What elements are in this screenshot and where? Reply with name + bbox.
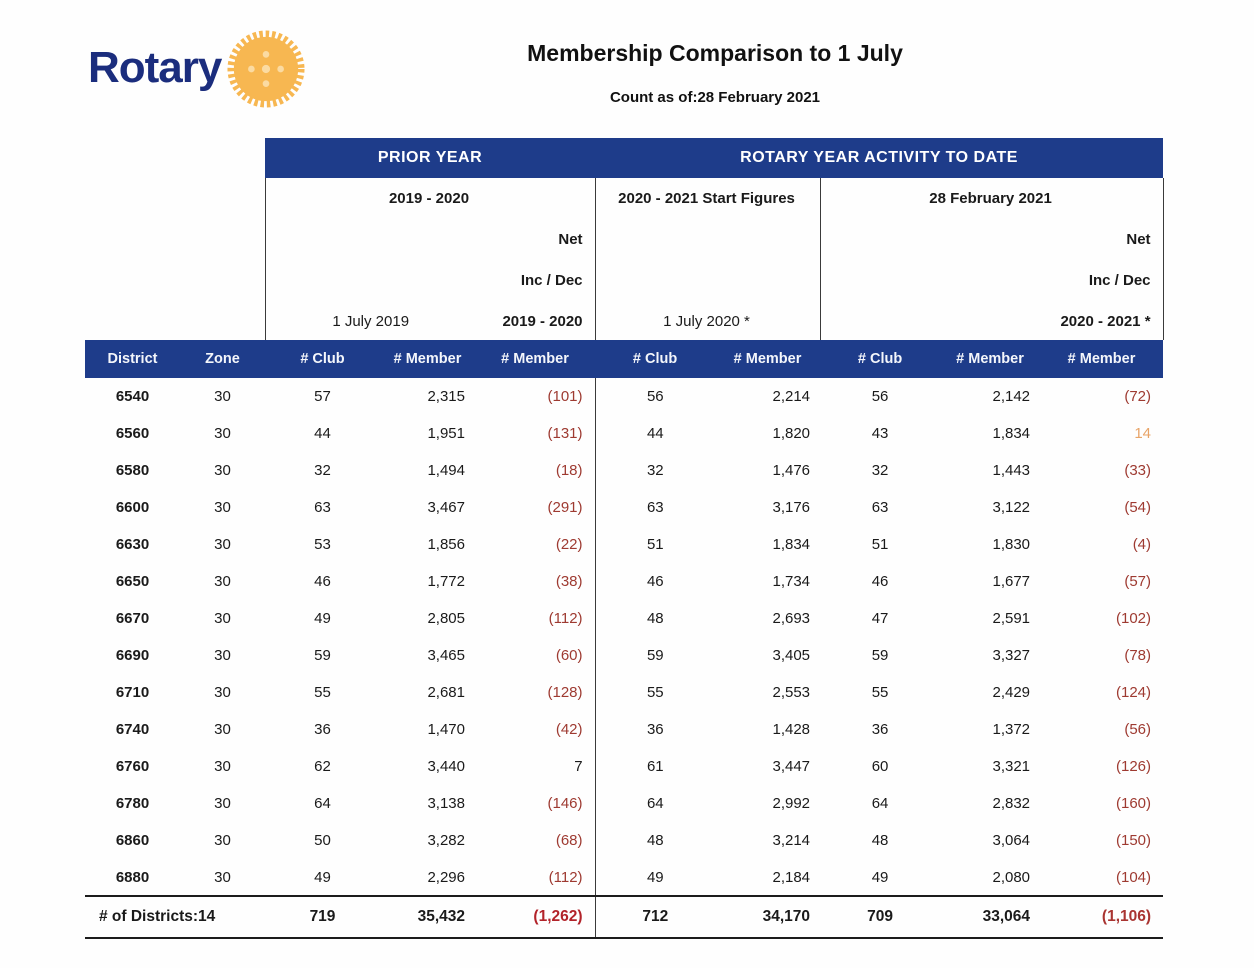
cell-py-club: 63 [314, 499, 331, 516]
cell-py-member: 3,467 [427, 499, 465, 516]
cell-start-member: 2,214 [772, 388, 811, 405]
cell-zone: 30 [214, 462, 231, 479]
cell-cur-net: (102) [1116, 610, 1152, 627]
cell-py-club: 36 [314, 721, 331, 738]
cell-cur-club: 59 [871, 647, 889, 664]
totals-start-club: 712 [595, 896, 715, 938]
cell-py-club: 44 [314, 425, 331, 442]
cell-district: 6540 [115, 388, 150, 405]
cell-start-member: 2,992 [772, 795, 811, 812]
cell-start-club: 59 [595, 637, 715, 674]
cell-district: 6710 [115, 684, 150, 701]
cell-py-club: 55 [314, 684, 331, 701]
title-block [455, 40, 975, 106]
cell-py-net: (68) [555, 832, 583, 849]
current-incdec-label: Inc / Dec [1088, 272, 1151, 289]
totals-cur-member: 33,064 [940, 896, 1040, 938]
cell-start-club: 56 [595, 378, 715, 415]
band-spacer [85, 138, 265, 178]
cell-cur-net: (4) [1132, 536, 1152, 553]
cell-py-member: 3,465 [427, 647, 465, 664]
start-period-label: 2020 - 2021 Start Figures [618, 190, 795, 207]
cell-py-club: 46 [314, 573, 331, 590]
cell-cur-club: 46 [871, 573, 889, 590]
section-band-row [85, 138, 1163, 178]
cell-district: 6670 [115, 610, 150, 627]
table-row [85, 711, 1163, 748]
cell-cur-member: 2,080 [992, 868, 1031, 886]
cell-start-club: 63 [595, 489, 715, 526]
cell-cur-club: 60 [871, 758, 889, 775]
cell-py-net: (112) [548, 868, 583, 886]
membership-table [85, 138, 1164, 939]
cell-cur-member: 2,832 [992, 795, 1031, 812]
table-row [85, 822, 1163, 859]
page-title: Membership Comparison to 1 July [527, 40, 903, 66]
cell-py-net: (128) [547, 684, 583, 701]
subheader-current [820, 178, 1163, 340]
cell-start-club: 46 [595, 563, 715, 600]
table-row [85, 785, 1163, 822]
cell-py-club: 62 [314, 758, 331, 775]
cell-py-member: 1,470 [427, 721, 465, 738]
cell-start-member: 1,428 [772, 721, 811, 738]
table-row [85, 452, 1163, 489]
cell-zone: 30 [214, 832, 231, 849]
cell-py-club: 64 [314, 795, 331, 812]
cell-py-member: 1,494 [427, 462, 465, 479]
prior-net-period-label: 2019 - 2020 [502, 313, 583, 330]
cell-cur-net: (56) [1124, 721, 1152, 738]
totals-py-net: (1,262) [475, 896, 595, 938]
cell-py-member: 1,951 [427, 425, 465, 442]
cell-py-net: (101) [547, 388, 583, 405]
cell-py-club: 32 [314, 462, 331, 479]
cell-district: 6860 [115, 832, 150, 849]
cell-py-net: (22) [555, 536, 583, 553]
cell-cur-net: (78) [1124, 647, 1152, 664]
col-start-club: # Club [595, 340, 715, 378]
cell-district: 6650 [115, 573, 150, 590]
cell-start-club: 61 [595, 748, 715, 785]
cell-cur-net: (33) [1124, 462, 1152, 479]
cell-py-net: (42) [555, 721, 583, 738]
cell-py-member: 3,282 [427, 832, 465, 849]
cell-start-member: 3,176 [772, 499, 811, 516]
cell-district: 6780 [115, 795, 150, 812]
cell-cur-member: 3,064 [992, 832, 1031, 849]
cell-cur-net: 14 [1134, 425, 1152, 442]
cell-cur-club: 56 [871, 388, 889, 405]
cell-cur-member: 3,122 [992, 499, 1031, 516]
cell-cur-club: 47 [871, 610, 889, 627]
rotary-wheel-icon [227, 30, 305, 108]
table-row [85, 489, 1163, 526]
cell-zone: 30 [214, 795, 231, 812]
cell-start-member: 3,447 [772, 758, 811, 775]
cell-py-net: (38) [555, 573, 583, 590]
cell-py-member: 3,440 [427, 758, 465, 775]
column-header-row [85, 340, 1163, 378]
cell-py-net: (18) [555, 462, 583, 479]
cell-zone: 30 [214, 647, 231, 664]
totals-row [85, 896, 1163, 938]
subheader-prior-year [265, 178, 595, 340]
col-cur-member: # Member [940, 340, 1040, 378]
totals-py-member: 35,432 [380, 896, 475, 938]
cell-zone: 30 [214, 684, 231, 701]
cell-cur-net: (54) [1124, 499, 1152, 516]
cell-py-club: 49 [314, 610, 331, 627]
cell-start-club: 49 [595, 859, 715, 896]
cell-cur-club: 48 [871, 832, 889, 849]
totals-label: # of Districts:14 [85, 896, 265, 938]
cell-cur-net: (160) [1116, 795, 1152, 812]
cell-start-club: 51 [595, 526, 715, 563]
cell-cur-net: (57) [1124, 573, 1152, 590]
cell-cur-net: (124) [1116, 684, 1152, 701]
cell-cur-club: 43 [871, 425, 889, 442]
cell-py-club: 57 [314, 388, 331, 405]
cell-district: 6560 [115, 425, 150, 442]
cell-start-club: 48 [595, 600, 715, 637]
cell-zone: 30 [214, 610, 231, 627]
subheader-row [85, 178, 1163, 340]
table-row [85, 378, 1163, 415]
cell-start-club: 36 [595, 711, 715, 748]
cell-start-club: 48 [595, 822, 715, 859]
prior-asof-label: 1 July 2019 [332, 313, 410, 330]
cell-start-member: 1,734 [772, 573, 811, 590]
totals-cur-net: (1,106) [1040, 896, 1163, 938]
cell-py-member: 2,805 [427, 610, 465, 627]
cell-py-net: (112) [548, 610, 583, 627]
table-row [85, 563, 1163, 600]
cell-cur-net: (150) [1116, 832, 1152, 849]
cell-cur-member: 3,327 [992, 647, 1031, 664]
current-net-label: Net [1126, 231, 1151, 248]
cell-start-member: 3,405 [772, 647, 811, 664]
cell-start-member: 2,184 [772, 868, 811, 886]
prior-period-label: 2019 - 2020 [388, 190, 470, 207]
table-row [85, 526, 1163, 563]
cell-cur-member: 2,591 [992, 610, 1031, 627]
table-row [85, 859, 1163, 896]
cell-cur-member: 1,443 [992, 462, 1031, 479]
rotary-logo [88, 28, 305, 108]
col-cur-club: # Club [820, 340, 940, 378]
subheader-start-figures [595, 178, 820, 340]
cell-py-club: 49 [314, 868, 331, 886]
cell-cur-net: (72) [1124, 388, 1152, 405]
cell-zone: 30 [214, 536, 231, 553]
cell-district: 6600 [115, 499, 150, 516]
cell-py-member: 1,772 [427, 573, 465, 590]
cell-district: 6740 [115, 721, 150, 738]
cell-cur-member: 1,834 [992, 425, 1031, 442]
cell-cur-club: 64 [871, 795, 889, 812]
cell-zone: 30 [214, 499, 231, 516]
cell-start-member: 2,693 [772, 610, 811, 627]
cell-py-net: (146) [547, 795, 583, 812]
cell-py-club: 53 [314, 536, 331, 553]
current-period-label: 28 February 2021 [929, 190, 1052, 207]
totals-cur-club: 709 [820, 896, 940, 938]
cell-py-net: (291) [547, 499, 583, 516]
col-start-member: # Member [715, 340, 820, 378]
cell-cur-club: 49 [871, 868, 889, 886]
cell-district: 6580 [115, 462, 150, 479]
cell-start-club: 44 [595, 415, 715, 452]
table-row [85, 748, 1163, 785]
cell-cur-member: 1,677 [992, 573, 1031, 590]
cell-cur-member: 3,321 [992, 758, 1031, 775]
cell-district: 6690 [115, 647, 150, 664]
cell-cur-member: 1,830 [992, 536, 1031, 553]
col-py-net-member: # Member [475, 340, 595, 378]
cell-start-member: 1,820 [772, 425, 811, 442]
col-zone: Zone [180, 340, 265, 378]
cell-zone: 30 [214, 868, 231, 886]
table-row [85, 674, 1163, 711]
cell-cur-net: (104) [1116, 868, 1152, 886]
cell-district: 6880 [115, 868, 150, 886]
cell-py-member: 2,681 [427, 684, 465, 701]
cell-district: 6760 [115, 758, 150, 775]
prior-net-label: Net [558, 231, 583, 248]
cell-py-club: 59 [314, 647, 331, 664]
band-activity-to-date: ROTARY YEAR ACTIVITY TO DATE [595, 138, 1163, 178]
table-row [85, 600, 1163, 637]
cell-zone: 30 [214, 758, 231, 775]
cell-start-member: 1,476 [772, 462, 811, 479]
cell-zone: 30 [214, 425, 231, 442]
cell-py-club: 50 [314, 832, 331, 849]
cell-zone: 30 [214, 721, 231, 738]
cell-py-net: (131) [547, 425, 583, 442]
cell-cur-member: 1,372 [992, 721, 1031, 738]
cell-cur-club: 32 [871, 462, 889, 479]
table-row [85, 637, 1163, 674]
col-cur-net-member: # Member [1040, 340, 1163, 378]
cell-zone: 30 [214, 388, 231, 405]
cell-cur-member: 2,142 [992, 388, 1031, 405]
cell-cur-club: 55 [871, 684, 889, 701]
cell-cur-member: 2,429 [992, 684, 1031, 701]
table-row [85, 415, 1163, 452]
cell-cur-club: 51 [871, 536, 889, 553]
cell-py-net: 7 [574, 758, 583, 775]
cell-start-club: 64 [595, 785, 715, 822]
current-net-period-label: 2020 - 2021 * [1060, 313, 1151, 330]
cell-start-club: 55 [595, 674, 715, 711]
cell-district: 6630 [115, 536, 150, 553]
cell-cur-net: (126) [1116, 758, 1152, 775]
cell-start-member: 2,553 [772, 684, 811, 701]
cell-py-member: 2,315 [427, 388, 465, 405]
totals-start-member: 34,170 [715, 896, 820, 938]
totals-py-club: 719 [265, 896, 380, 938]
prior-incdec-label: Inc / Dec [520, 272, 583, 289]
cell-cur-club: 63 [871, 499, 889, 516]
band-prior-year: PRIOR YEAR [265, 138, 595, 178]
cell-start-member: 3,214 [772, 832, 811, 849]
col-py-member: # Member [380, 340, 475, 378]
cell-zone: 30 [214, 573, 231, 590]
rotary-logo-text: Rotary [88, 43, 222, 92]
subheader-spacer [85, 178, 265, 340]
page-subtitle: Count as of:28 February 2021 [609, 89, 821, 106]
cell-py-net: (60) [555, 647, 583, 664]
col-py-club: # Club [265, 340, 380, 378]
cell-py-member: 3,138 [427, 795, 465, 812]
start-asof-label: 1 July 2020 * [663, 313, 750, 330]
col-district: District [85, 340, 180, 378]
cell-start-member: 1,834 [772, 536, 811, 553]
cell-start-club: 32 [595, 452, 715, 489]
cell-cur-club: 36 [871, 721, 889, 738]
cell-py-member: 1,856 [427, 536, 465, 553]
cell-py-member: 2,296 [427, 868, 465, 886]
